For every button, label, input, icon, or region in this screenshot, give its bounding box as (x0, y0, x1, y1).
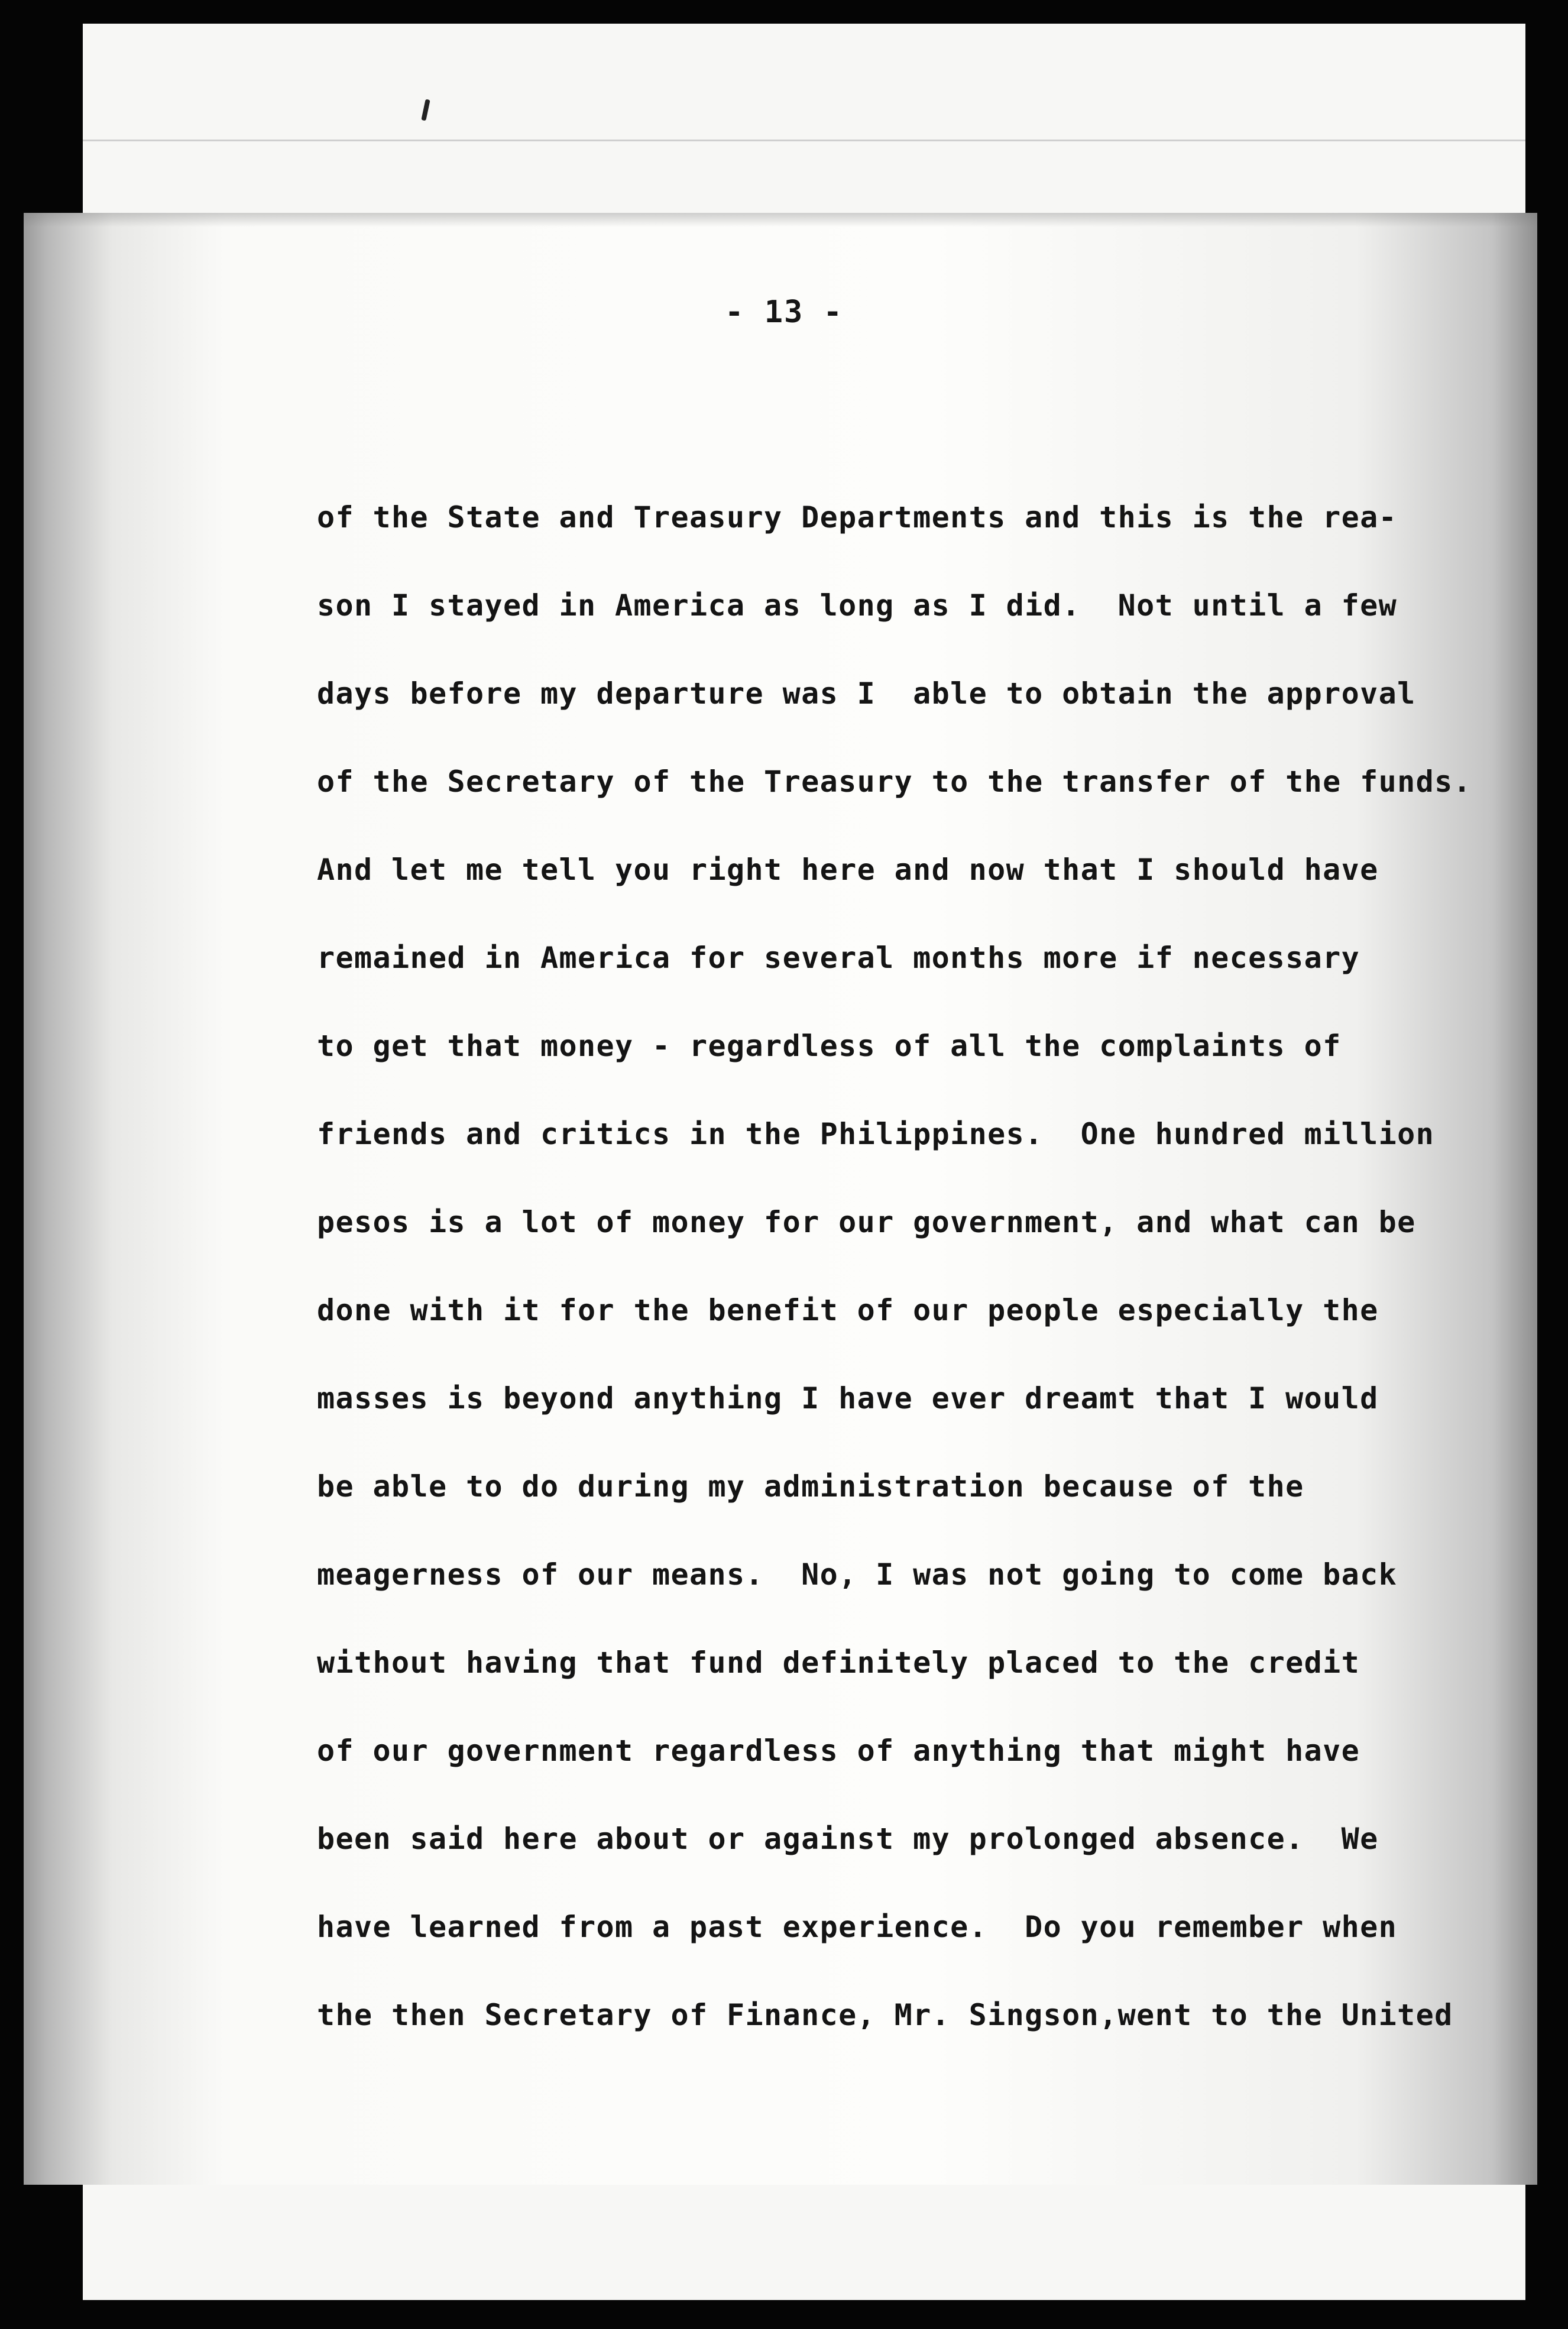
text-line: been said here about or against my prolonged absence. We (317, 1822, 1379, 1856)
text-line: to get that money - regardless of all the complaints of (317, 1029, 1342, 1063)
text-line: friends and critics in the Philippines. One hundred million (317, 1117, 1435, 1151)
text-line: done with it for the benefit of our people especially the (317, 1293, 1379, 1327)
text-line: the then Secretary of Finance, Mr. Singson,went to the United (317, 1998, 1453, 2032)
text-line: meagerness of our means. No, I was not going to come back (317, 1557, 1398, 1592)
text-line: son I stayed in America as long as I did. Not until a few (317, 588, 1398, 623)
sheet-edge-divider (83, 140, 1525, 141)
text-line: days before my departure was I able to obtain the approval (317, 676, 1416, 711)
text-line: masses is beyond anything I have ever dreamt that I would (317, 1381, 1379, 1415)
text-line: pesos is a lot of money for our government, and what can be (317, 1205, 1416, 1239)
text-line: have learned from a past experience. Do you remember when (317, 1910, 1398, 1944)
text-line: be able to do during my administration because of the (317, 1469, 1304, 1504)
text-line: And let me tell you right here and now that I should have (317, 853, 1379, 887)
text-line: remained in America for several months more if necessary (317, 941, 1360, 975)
text-line: of the State and Treasury Departments and this is the rea- (317, 500, 1398, 535)
typed-body-text (317, 494, 1547, 2079)
page-number: - 13 - (725, 294, 843, 330)
text-line: of our government regardless of anything that might have (317, 1734, 1360, 1768)
text-line: of the Secretary of the Treasury to the transfer of the funds. (317, 765, 1472, 799)
text-line: without having that fund definitely placed to the credit (317, 1645, 1360, 1680)
page-shadow (24, 213, 1537, 227)
